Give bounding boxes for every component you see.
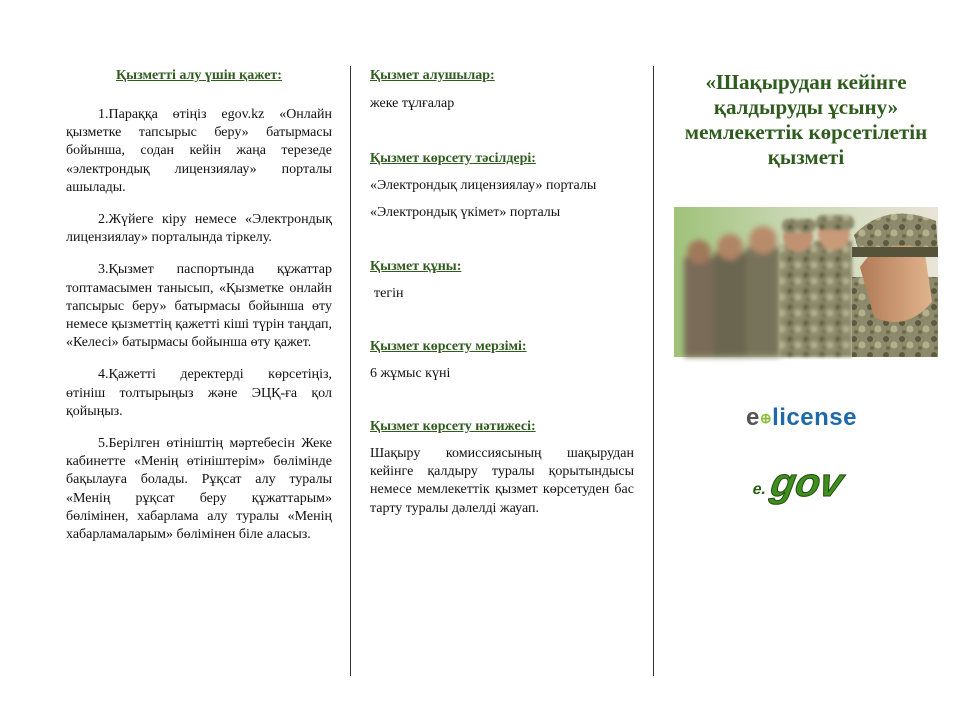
- methods-heading: Қызмет көрсету тәсілдері:: [370, 151, 536, 167]
- step-1-text: 1.Параққа өтіңіз egov.kz «Онлайн қызметке тапсырыс беру» батырмасы бойынша, содан кейін жаңа терезеде «электрондық лицензиялау» порталы ашылады.: [66, 107, 332, 195]
- step-3-text: 3.Қызмет паспортында құжаттар топтамасымен танысып, «Қызметке онлайн тапсырыс беру» батырмасы бойынша өту немесе қызметтің қажетті кіші түрін таңдап, «Келесі» батырмасы бойынша өту қажет.: [66, 262, 332, 351]
- recipients-text: жеке тұлғалар: [370, 96, 455, 111]
- term-text: 6 жұмыс күні: [370, 365, 451, 381]
- recipients-heading: Қызмет алушылар:: [370, 68, 495, 83]
- column-divider-right: [653, 66, 654, 676]
- middle-column: [370, 0, 634, 518]
- requirements-heading: Қызметті алу үшін қажет:: [116, 68, 282, 83]
- method-1-text: «Электрондық лицензиялау» порталы: [370, 178, 597, 194]
- cost-heading: Қызмет құны:: [370, 258, 462, 274]
- cost-text: тегін: [374, 285, 404, 301]
- step-4-text: 4.Қажетті деректерді көрсетіңіз, өтініш толтырыңыз және ЭЦҚ-ға қол қойыңыз.: [66, 367, 332, 419]
- result-text: Шақыру комиссиясының шақырудан кейінге қалдыру туралы қорытындысы немесе мемлекеттік қызмет көрсетуден бас тарту туралы дәлелді жауап.: [370, 446, 634, 516]
- elicense-logo-text: license: [772, 404, 857, 431]
- result-heading: Қызмет көрсету нәтижесі:: [370, 419, 536, 435]
- service-title: «Шақырудан кейінге қалдыруды ұсыну» мемлекеттік көрсетілетін қызметі: [684, 70, 928, 169]
- soldiers-photo: [674, 207, 938, 357]
- step-2-text: 2.Жүйеге кіру немесе «Электрондық лицензиялау» порталында тіркелу.: [66, 212, 332, 246]
- elicense-logo: e⊕license: [746, 404, 857, 431]
- svg-text:gov: gov: [767, 460, 847, 505]
- elicense-logo-prefix: e: [746, 404, 760, 431]
- left-column: [66, 0, 332, 544]
- term-heading: Қызмет көрсету мерзімі:: [370, 338, 527, 354]
- step-5-text: 5.Берілген өтініштің мәртебесін Жеке кабинетте «Менің өтініштерім» бөлімінде бақылауға болады. Рұқсат алу туралы «Менің рұқсат беру құжаттарым» бөлімінен, хабарлама алу туралы «Менің хабарламаларым» бөлімінен біле аласыз.: [66, 436, 332, 543]
- right-column: [666, 0, 946, 720]
- method-2-text: «Электрондық үкімет» порталы: [370, 205, 561, 221]
- egov-logo: [750, 446, 858, 510]
- svg-text:e.: e.: [750, 480, 769, 498]
- column-divider-left: [350, 66, 351, 676]
